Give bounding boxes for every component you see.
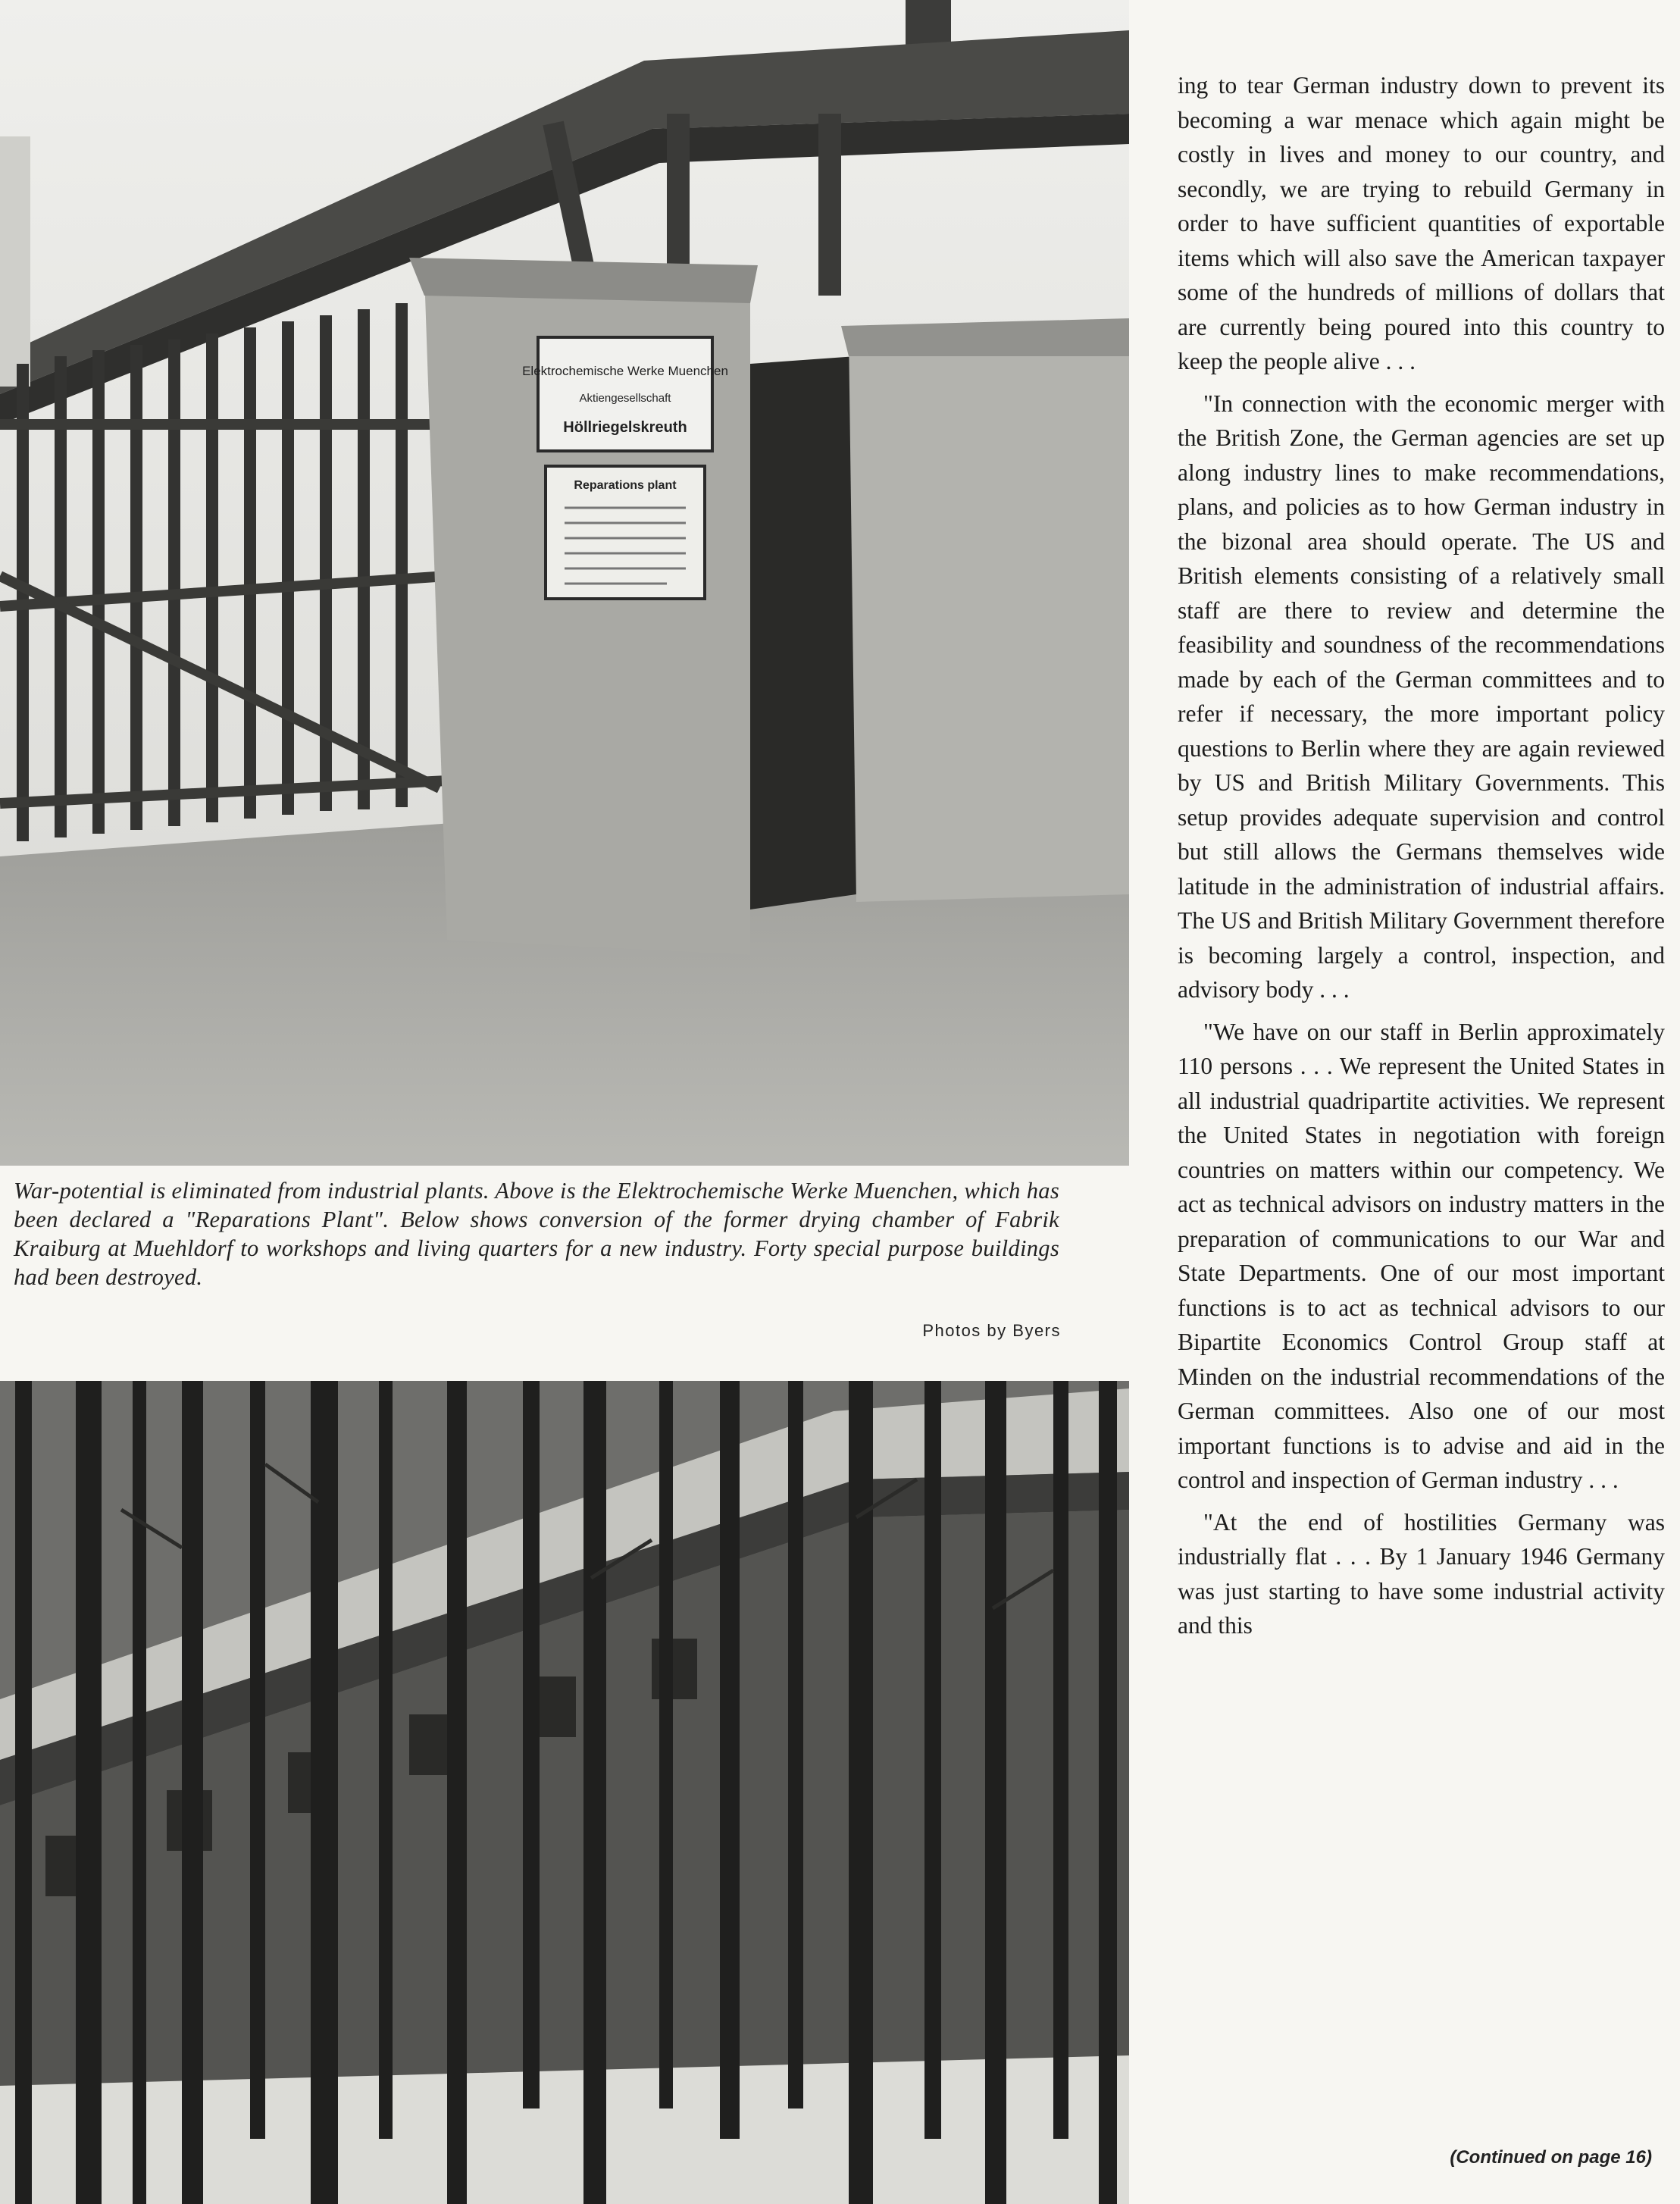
- article-paragraph-1: ing to tear German industry down to prevent its becoming a war menace which again might be costly in lives and money to our country, and secondly, we are trying to rebuild Germany in order to have sufficient quantities of exportable items which will also save the American taxpayer some of the hundreds of millions of dollars that are currently being poured into this country to keep the people alive . . .: [1178, 72, 1665, 374]
- plant-gate-illustration: [0, 0, 1129, 1166]
- bottom-photo-forest-building: [0, 1381, 1129, 2204]
- article-paragraph-3: "We have on our staff in Berlin approximately 110 persons . . . We represent the United States in all industrial quadripartite activities. We represent the United States in negotiation with foreign countries on matters within our competency. We act as technical advisors on industry matters in the preparation of communications to our War and State Departments. One of our most important functions is to act as technical advisors to our Bipartite Economics Control Group staff at Minden on the industrial recommendations of the German committees. Also one of our most important functions is to advise and aid in the control and inspection of German industry . . .: [1178, 1018, 1665, 1493]
- sign-line-3: Höllriegelskreuth: [563, 419, 687, 436]
- sign-line-1: Elektrochemische Werke Muenchen: [522, 364, 728, 378]
- article-column: [1178, 68, 1665, 1651]
- photo-credit: Photos by Byers: [922, 1321, 1061, 1340]
- top-photo-plant-gate: [0, 0, 1129, 1166]
- sign-line-2: Aktiengesellschaft: [579, 392, 671, 405]
- forest-building-illustration: [0, 1381, 1129, 2204]
- article-paragraph-4: "At the end of hostilities Germany was industrially flat . . . By 1 January 1946 Germany was just starting to have some industrial activity and this: [1178, 1508, 1665, 1639]
- plaque-title: Reparations plant: [574, 479, 677, 492]
- article-paragraph-2: "In connection with the economic merger with the British Zone, the German agencies are set up along industry lines to make recommendations, plans, and policies as to how German industry in the bizonal area should operate. The US and British elements consisting of a relatively small staff are there to review and determine the feasibility and soundness of the recommendations made by each of the German committees and to refer if necessary, the more important policy questions to Berlin where they are again reviewed by US and British Military Governments. This setup provides adequate supervision and control but still allows the Germans themselves wide latitude in the administration of industrial affairs. The US and British Military Government therefore is becoming largely a control, inspection, and advisory body . . .: [1178, 390, 1665, 1003]
- photo-caption: War-potential is eliminated from industrial plants. Above is the Elektrochemische Werke Muenchen, which has been declared a "Reparations Plant". Below shows conversion of the former drying chamber of Fabrik Kraiburg at Muehldorf to workshops and living quarters for a new industry. Forty special purpose buildings had been destroyed.: [14, 1178, 1059, 1290]
- continued-note: (Continued on page 16): [1450, 2147, 1652, 2168]
